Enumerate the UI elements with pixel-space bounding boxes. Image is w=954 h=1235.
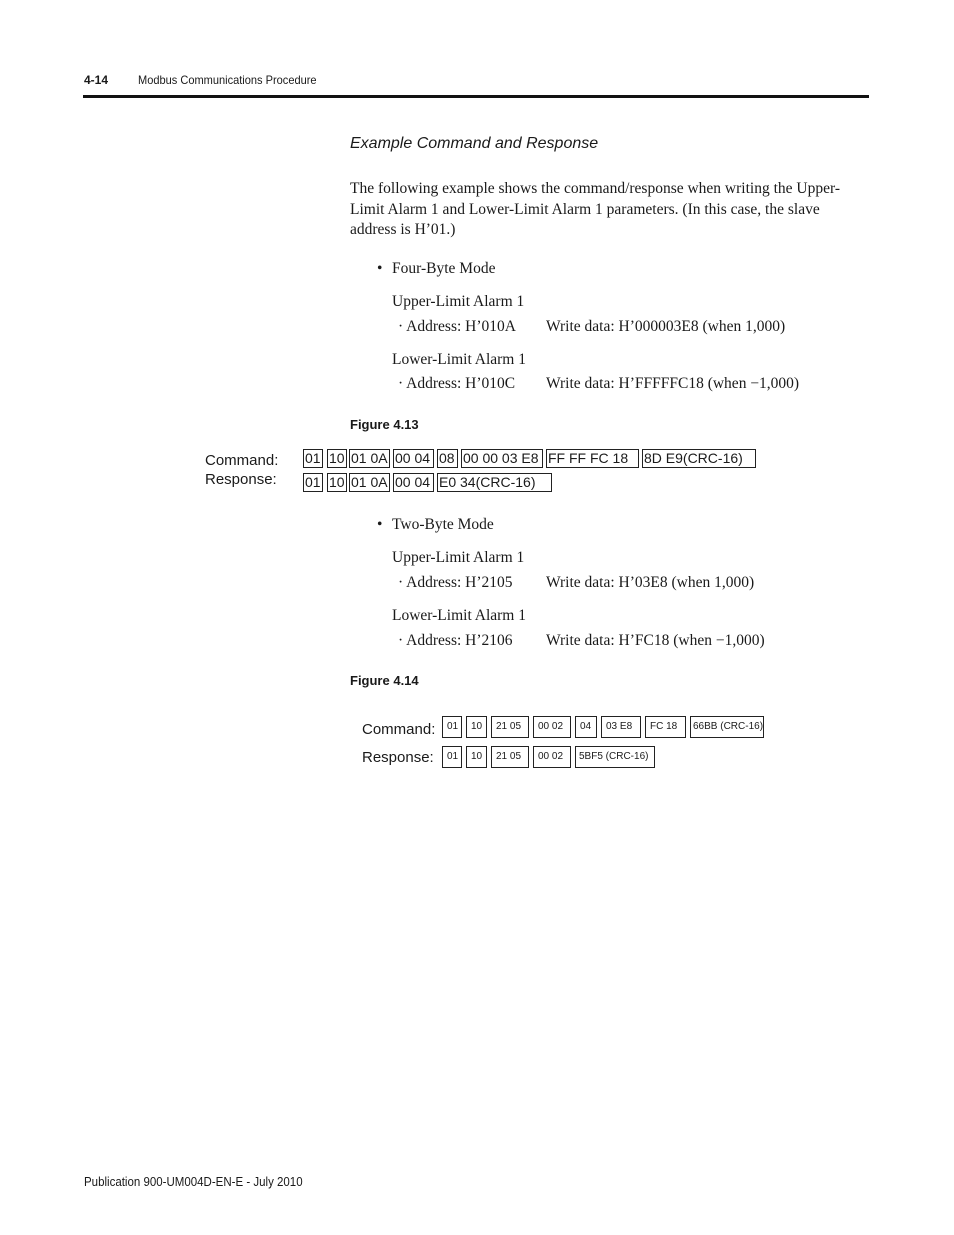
fig13-cmd-byte-count: 08 <box>437 449 458 468</box>
two-byte-lower-title: Lower-Limit Alarm 1 <box>392 607 526 624</box>
fig13-resp-register-count: 00 04 <box>393 473 434 492</box>
fig14-resp-start-address: 21 05 <box>491 746 529 768</box>
fig13-response-label: Response: <box>205 471 277 488</box>
figure-4-13-label: Figure 4.13 <box>350 417 419 432</box>
fig14-cmd-byte-count: 04 <box>575 716 597 738</box>
four-byte-lower-write: Write data: H’FFFFFC18 (when −1,000) <box>546 375 800 392</box>
two-byte-upper-address: · Address: H’2105 <box>398 574 513 591</box>
fig13-cmd-upper-data: 00 00 03 E8 <box>461 449 543 468</box>
fig13-cmd-lower-data: FF FF FC 18 <box>546 449 639 468</box>
header-rule <box>83 95 869 98</box>
four-byte-upper-address: · Address: H’010A <box>398 318 516 335</box>
fig14-cmd-lower-data: FC 18 <box>645 716 686 738</box>
publication-footer: Publication 900-UM004D-EN-E - July 2010 <box>84 1175 303 1189</box>
fig14-resp-slave-address: 01 <box>442 746 462 768</box>
fig14-resp-register-count: 00 02 <box>533 746 571 768</box>
fig14-cmd-crc: 66BB (CRC-16) <box>690 716 764 738</box>
section-title: Example Command and Response <box>350 135 599 152</box>
fig13-resp-function-code: 10 <box>327 473 347 492</box>
fig13-cmd-start-address: 01 0A <box>349 449 390 468</box>
two-byte-upper-title: Upper-Limit Alarm 1 <box>392 549 525 566</box>
fig14-cmd-slave-address: 01 <box>442 716 462 738</box>
bullet-two-byte: • <box>377 516 383 533</box>
fig14-cmd-register-count: 00 02 <box>533 716 571 738</box>
fig13-resp-crc: E0 34(CRC-16) <box>437 473 552 492</box>
bullet-four-byte: • <box>377 260 383 277</box>
four-byte-lower-title: Lower-Limit Alarm 1 <box>392 351 526 368</box>
fig13-cmd-crc: 8D E9(CRC-16) <box>642 449 756 468</box>
two-byte-lower-address: · Address: H’2106 <box>398 632 513 649</box>
fig13-cmd-register-count: 00 04 <box>393 449 434 468</box>
fig14-cmd-start-address: 21 05 <box>491 716 529 738</box>
fig14-cmd-function-code: 10 <box>466 716 487 738</box>
four-byte-title: Four-Byte Mode <box>392 260 496 277</box>
fig13-resp-start-address: 01 0A <box>349 473 390 492</box>
fig14-command-label: Command: <box>362 721 436 738</box>
chapter-title: Modbus Communications Procedure <box>138 73 317 87</box>
figure-4-14-label: Figure 4.14 <box>350 673 419 688</box>
intro-paragraph: The following example shows the command/response when writing the Upper-Limit Alarm 1 and Lower-Limit Alarm 1 parameters. (In this case, the slave address is H’01.) <box>350 180 840 238</box>
fig13-resp-slave-address: 01 <box>303 473 323 492</box>
two-byte-title: Two-Byte Mode <box>392 516 494 533</box>
four-byte-lower-address: · Address: H’010C <box>398 375 516 392</box>
page-number: 4-14 <box>84 73 109 87</box>
two-byte-lower-write: Write data: H’FC18 (when −1,000) <box>546 632 765 649</box>
fig13-cmd-slave-address: 01 <box>303 449 323 468</box>
fig13-command-label: Command: <box>205 452 279 469</box>
fig14-response-label: Response: <box>362 749 434 766</box>
two-byte-upper-write: Write data: H’03E8 (when 1,000) <box>546 574 755 591</box>
fig14-cmd-upper-data: 03 E8 <box>601 716 641 738</box>
four-byte-upper-title: Upper-Limit Alarm 1 <box>392 293 525 310</box>
four-byte-upper-write: Write data: H’000003E8 (when 1,000) <box>546 318 786 335</box>
fig13-cmd-function-code: 10 <box>327 449 347 468</box>
fig14-resp-function-code: 10 <box>466 746 487 768</box>
fig14-resp-crc: 5BF5 (CRC-16) <box>575 746 655 768</box>
